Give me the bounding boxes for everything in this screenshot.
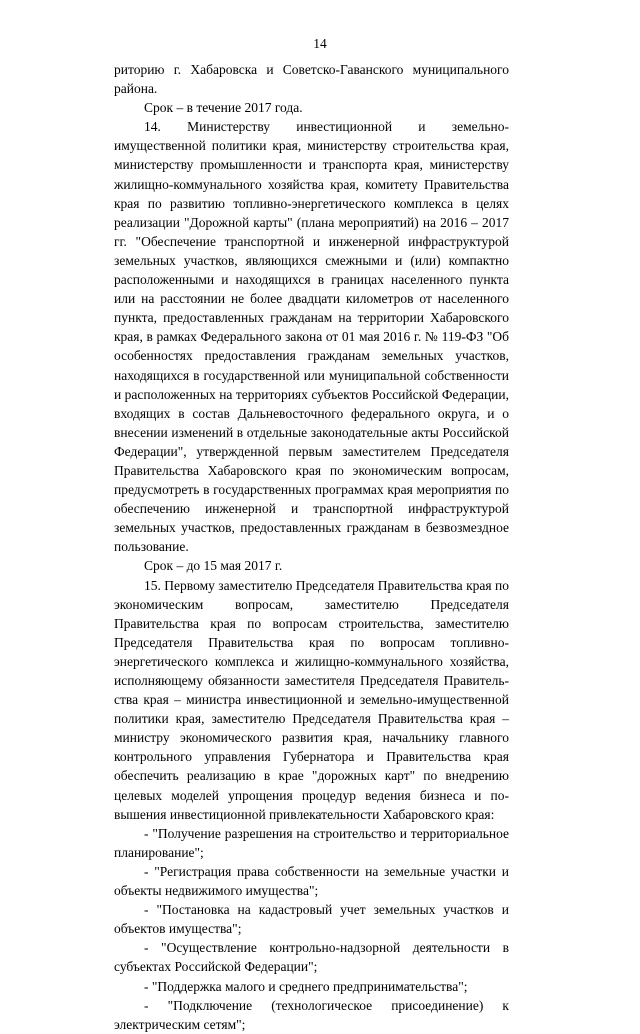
list-item: - "Осуществление контрольно-надзорной деятельности в субъектах Российской Федерации"; bbox=[114, 940, 509, 975]
list-item: - "Получение разрешения на строительство и территориальное планирование"; bbox=[114, 825, 509, 860]
document-body bbox=[114, 60, 509, 1034]
paragraph-deadline-1: Срок – в течение 2017 года. bbox=[144, 100, 303, 116]
list-item: - "Постановка на кадастровый учет земельных участков и объектов имущества"; bbox=[114, 902, 509, 937]
paragraph-item-14: 14. Министерству инвестиционной и земельно-имущественной политики края, министерству строительства края, министерству промышленности и транспорта края, министерству жилищно-коммунального хозяйства края, комитету Правительства края по развитию топливно-энергетического комплекса в целях реализации "Дорожной карты" (плана мероприятий) на 2016 – 2017 гг. "Обеспечение транспортной и инженерной инфраструктурой земельных участков, являющихся смежными и (или) компактно расположенными и находящихся в границах населенного пункта или на расстоянии не более двадцати километров от населенного пункта, предоставленных гражданам на территории Хабаровского края, в рамках Федерального закона от 01 мая 2016 г. № 119-ФЗ "Об особенностях предоставления гражданам земельных участков, находящихся в государственной или муниципальной собственности и расположенных на территориях субъектов Российской Федерации, входящих в состав Дальневосточного федерального округа, и о внесении изменений в отдельные законодательные акты Российской Федерации", утвержденной первым заместителем Председателя Правительства Хабаровского края по экономическим вопросам, предусмотреть в государственных программах края мероприятия по обеспечению инженерной и транспортной инфраструктурой земельных участков, предоставленных гражданам в безвозмездное пользование. bbox=[114, 119, 509, 555]
list-item: - "Поддержка малого и среднего предпринимательства"; bbox=[144, 978, 468, 994]
list-item: - "Подключение (технологическое присоединение) к электрическим сетям"; bbox=[114, 997, 509, 1032]
paragraph-continuation: риторию г. Хабаровска и Советско-Гаванского муниципального района. bbox=[114, 62, 509, 97]
paragraph-item-15: 15. Первому заместителю Председателя Правительства края по экономическим вопросам, заместителю Председателя Правительства края по вопросам строительства, заместителю Председателя Правительства края по вопросам топливно-энергетического комплекса и жилищно-коммунального хозяйства, исполняющему обязанности заместителя Председателя Правительства края – министра инвестиционной и земельно-имущественной политики края, заместителю Председателя Правительства края – министру экономического развития края, начальнику главного контрольного управления Губернатора и Правительства края обеспечить реализацию в крае "дорожных карт" по внедрению целевых моделей упрощения процедур ведения бизнеса и повышения инвестиционной привлекательности Хабаровского края: bbox=[114, 577, 509, 822]
paragraph-deadline-2: Срок – до 15 мая 2017 г. bbox=[144, 558, 283, 574]
list-item: - "Регистрация права собственности на земельные участки и объекты недвижимого имущества"; bbox=[114, 863, 509, 899]
page-number: 14 bbox=[313, 36, 327, 51]
